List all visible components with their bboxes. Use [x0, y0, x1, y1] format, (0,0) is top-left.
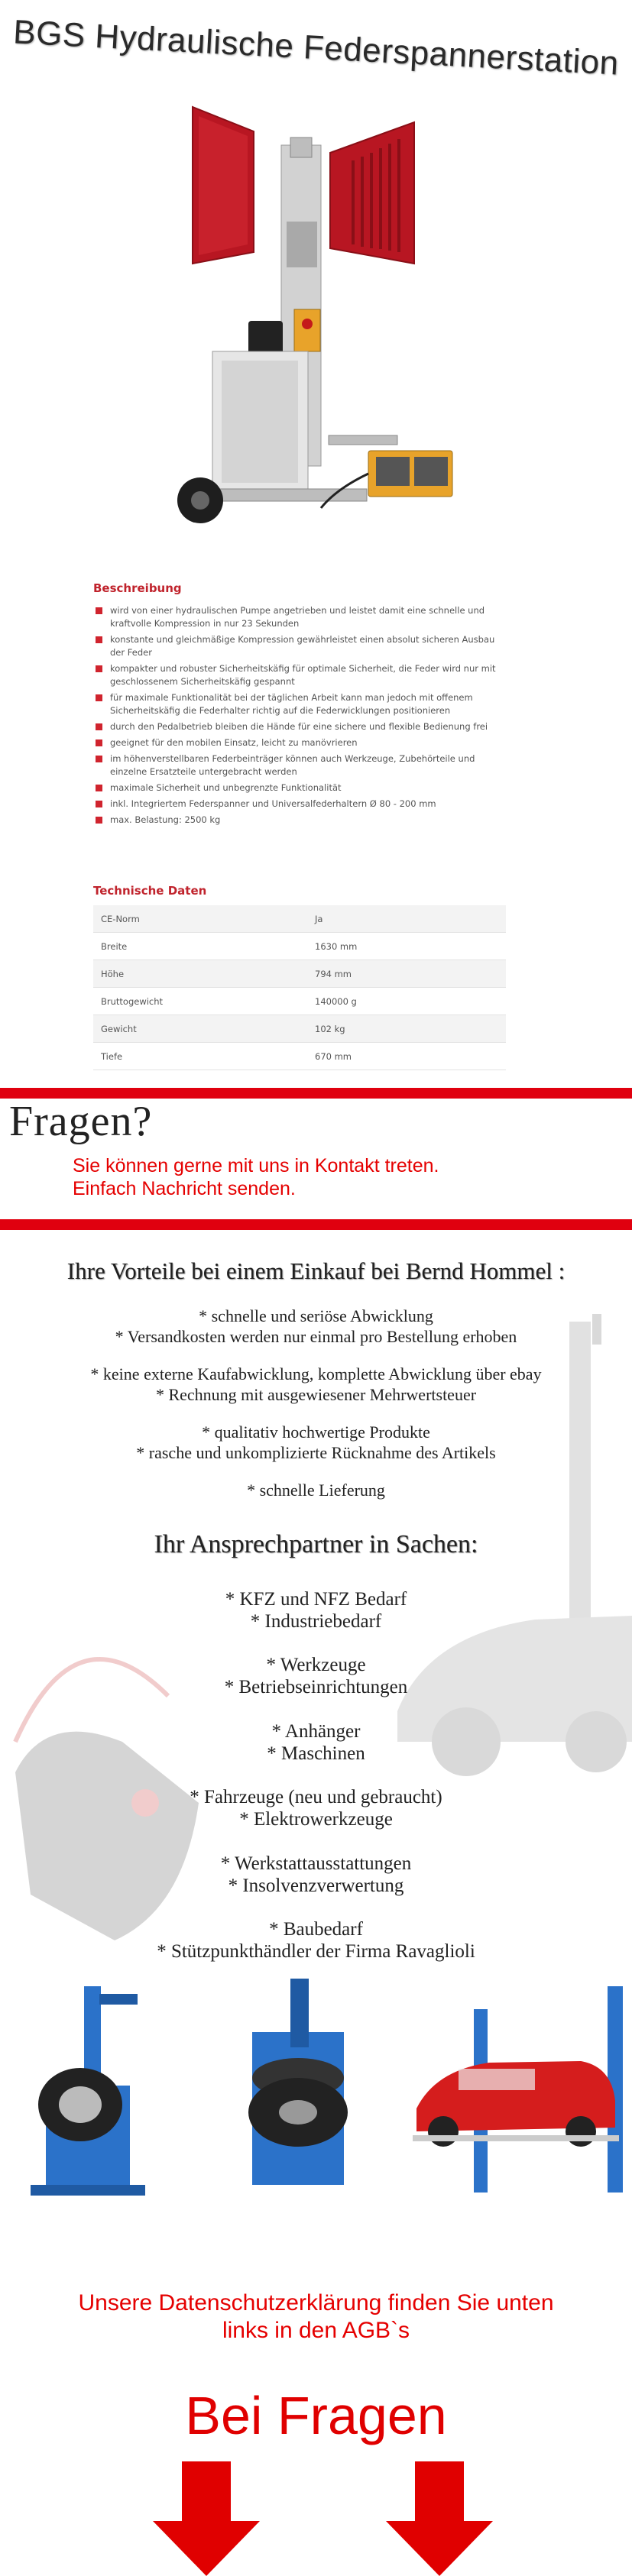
bei-fragen-heading: Bei Fragen [185, 2386, 447, 2445]
fragen-heading: Fragen? [9, 1098, 153, 1145]
list-item: durch den Pedalbetrieb bleiben die Hände für eine sichere und flexible Bedienung frei [93, 720, 506, 733]
fragen-text-line-1: Sie können gerne mit uns in Kontakt treten. [73, 1155, 439, 1176]
vorteile-line: * schnelle und seriöse Abwicklung [199, 1306, 433, 1325]
bullet-square-icon [96, 694, 102, 701]
product-image [168, 92, 474, 558]
car-lift-image [413, 1986, 623, 2193]
partner-line: * Werkzeuge [266, 1655, 366, 1675]
bullet-square-icon [96, 801, 102, 807]
arrow-down-icon [153, 2461, 260, 2576]
vorteile-line: * rasche und unkomplizierte Rücknahme des Artikels [136, 1443, 496, 1462]
table-row: CE-Norm Ja [93, 905, 506, 933]
specs-table [93, 905, 506, 1070]
vorteile-line: * Versandkosten werden nur einmal pro Bestellung erhoben [115, 1327, 517, 1346]
partner-line: * KFZ und NFZ Bedarf [225, 1589, 407, 1610]
vorteile-line: * Rechnung mit ausgewiesener Mehrwertsteuer [155, 1385, 477, 1404]
arrow-down-icon [386, 2461, 493, 2576]
list-item: maximale Sicherheit und unbegrenzte Funktionalität [93, 782, 506, 794]
bullet-square-icon [96, 817, 102, 824]
partner-heading: Ihr Ansprechpartner in Sachen: [154, 1530, 478, 1558]
fragen-text-line-2: Einfach Nachricht senden. [73, 1178, 296, 1199]
page-title: BGS Hydraulische Federspannerstation [12, 13, 620, 83]
list-item: für maximale Funktionalität bei der täglichen Arbeit kann man jedoch mit offenem Sicherheitskäfig die Federhalter richtig auf die Federwicklungen positionieren [93, 691, 506, 717]
feature-list [93, 604, 506, 830]
partner-line: * Elektrowerkzeuge [239, 1809, 393, 1830]
wheel-balancer-image [248, 1979, 348, 2185]
list-item: inkl. Integriertem Federspanner und Universalfederhaltern Ø 80 - 200 mm [93, 798, 506, 811]
list-item: max. Belastung: 2500 kg [93, 814, 506, 827]
partner-line: * Werkstattausstattungen [220, 1853, 412, 1874]
bullet-square-icon [96, 739, 102, 746]
partner-line: * Betriebseinrichtungen [224, 1677, 408, 1697]
bullet-square-icon [96, 756, 102, 762]
bullet-square-icon [96, 665, 102, 672]
specs-heading: Technische Daten [93, 884, 207, 898]
table-row: Höhe 794 mm [93, 960, 506, 988]
vorteile-heading: Ihre Vorteile bei einem Einkauf bei Bernd Hommel : [66, 1257, 566, 1284]
partner-line: * Maschinen [267, 1743, 365, 1764]
list-item: im höhenverstellbaren Federbeinträger können auch Werkzeuge, Zubehörteile und einzelne Ersatzteile untergebracht werden [93, 752, 506, 778]
tire-changer-image [31, 1986, 145, 2196]
product-description-card [84, 569, 512, 1089]
vorteile-line: * schnelle Lieferung [247, 1481, 385, 1500]
list-item: wird von einer hydraulischen Pumpe angetrieben und leistet damit eine schnelle und kraftvolle Kompression in nur 23 Sekunden [93, 604, 506, 630]
vorteile-line: * keine externe Kaufabwicklung, komplette Abwicklung über ebay [90, 1364, 542, 1383]
table-row: Tiefe 670 mm [93, 1043, 506, 1070]
list-item: kompakter und robuster Sicherheitskäfig für optimale Sicherheit, die Feder wird nur mit geschlossenem Sicherheitskäfig gespannt [93, 662, 506, 688]
bullet-square-icon [96, 607, 102, 614]
vorteile-line: * qualitativ hochwertige Produkte [202, 1422, 430, 1442]
table-row: Breite 1630 mm [93, 933, 506, 960]
bullet-square-icon [96, 636, 102, 643]
table-row: Gewicht 102 kg [93, 1015, 506, 1043]
description-heading: Beschreibung [93, 581, 182, 595]
divider-bottom [0, 1219, 632, 1230]
list-item: geeignet für den mobilen Einsatz, leicht zu manövrieren [93, 736, 506, 749]
partner-line: * Insolvenzverwertung [228, 1875, 404, 1896]
datenschutz-line-2: links in den AGB`s [222, 2318, 410, 2343]
partner-line: * Anhänger [271, 1721, 361, 1742]
table-row: Bruttogewicht 140000 g [93, 988, 506, 1015]
partner-line: * Baubedarf [269, 1919, 363, 1940]
equipment-photos [0, 1979, 632, 2208]
datenschutz-line-1: Unsere Datenschutzerklärung finden Sie unten [78, 2290, 554, 2315]
bullet-square-icon [96, 785, 102, 791]
bullet-square-icon [96, 723, 102, 730]
partner-line: * Fahrzeuge (neu und gebraucht) [190, 1787, 442, 1807]
partner-line: * Industriebedarf [250, 1611, 382, 1632]
list-item: konstante und gleichmäßige Kompression gewährleistet einen absolut sicheren Ausbau der Feder [93, 633, 506, 659]
partner-line: * Stützpunkthändler der Firma Ravaglioli [157, 1941, 475, 1962]
